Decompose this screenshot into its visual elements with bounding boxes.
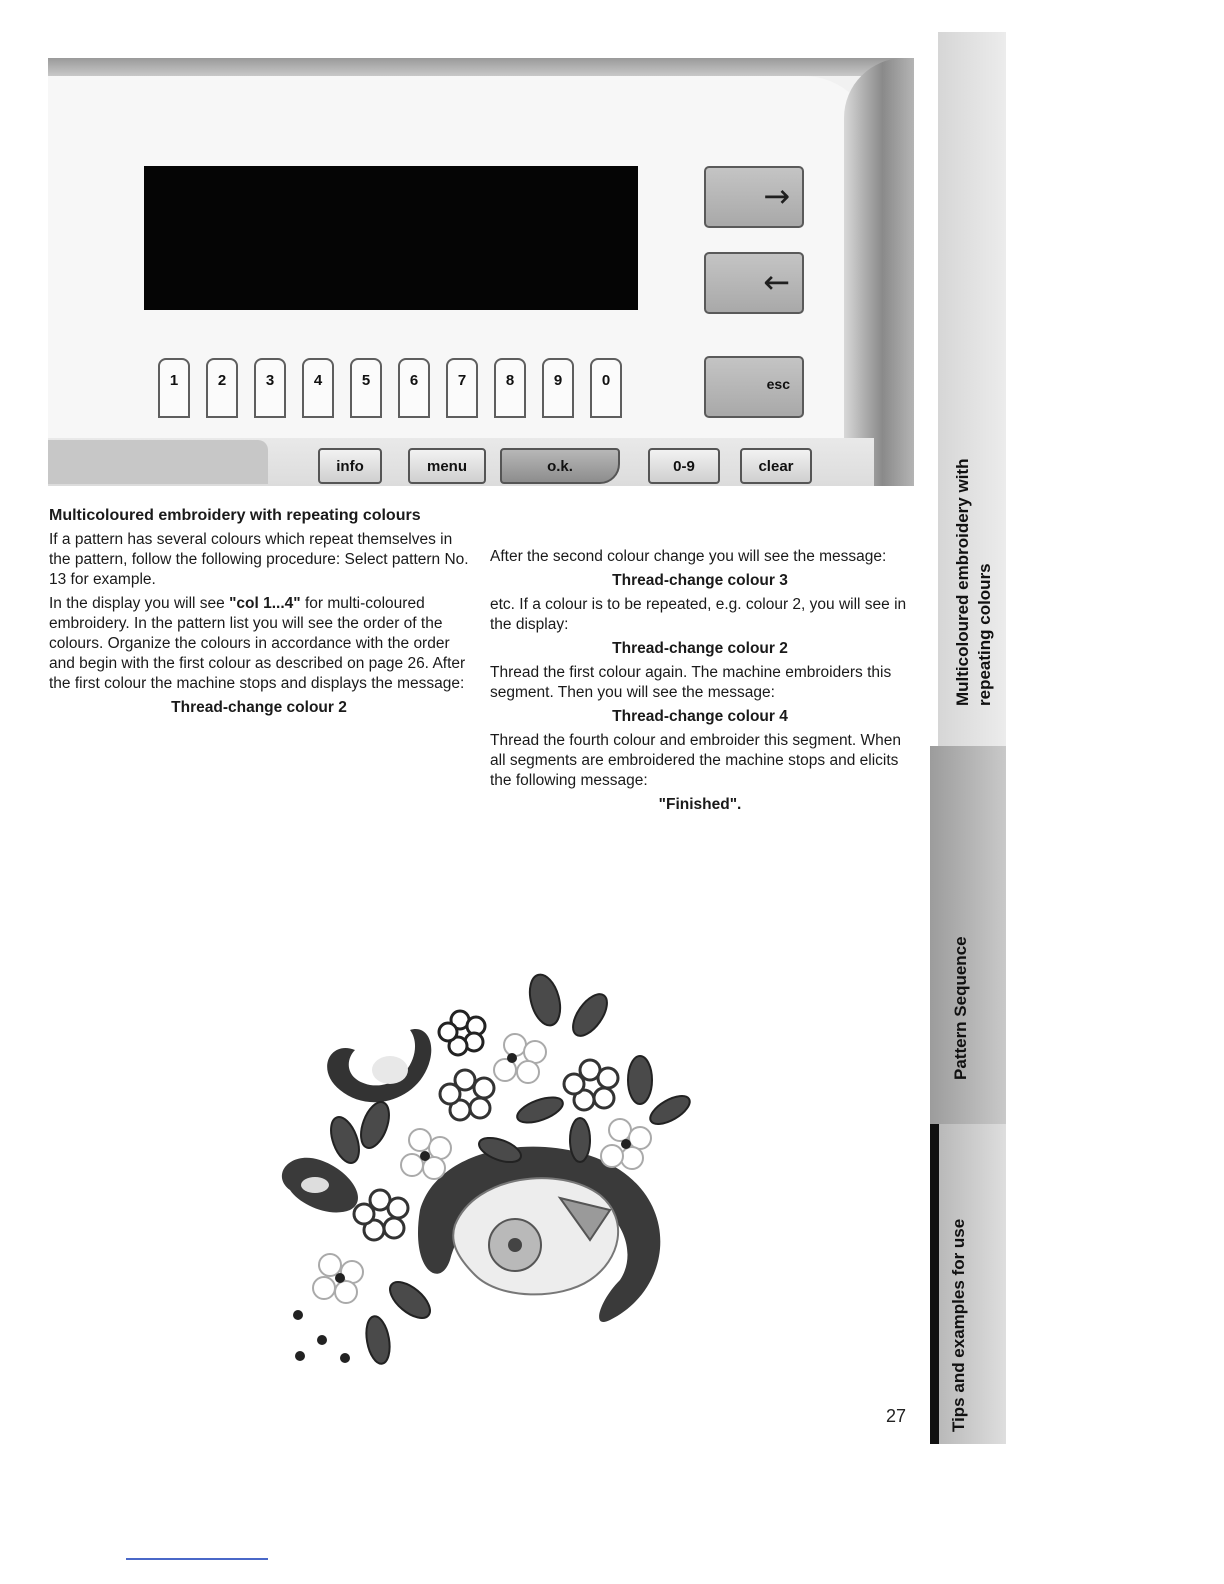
esc-button <box>704 356 804 418</box>
left-column <box>49 505 469 722</box>
menu-label: menu <box>426 458 467 475</box>
tab-label-multicoloured <box>952 459 996 706</box>
panel-top-edge <box>48 58 914 76</box>
digit-key-6 <box>398 358 430 418</box>
page-number: 27 <box>886 1406 907 1426</box>
paisley-embroidery-illustration <box>260 960 710 1380</box>
digit-label: 1 <box>169 372 179 389</box>
digit-key-8 <box>494 358 526 418</box>
message-thread-change-4: Thread-change colour 4 <box>612 708 788 725</box>
footer-rule <box>126 1558 268 1560</box>
display-paragraph <box>49 594 469 694</box>
message-thread-change-2: Thread-change colour 2 <box>171 699 347 716</box>
clear-label: clear <box>758 458 794 475</box>
flower-4 <box>354 1190 408 1240</box>
section-heading: Multicoloured embroidery with repeating colours <box>49 507 421 524</box>
digit-key-0 <box>590 358 622 418</box>
digit-label: 6 <box>409 372 419 389</box>
digit-label: 7 <box>457 372 467 389</box>
panel-rim <box>844 58 914 486</box>
zero-nine-key <box>648 448 720 484</box>
tab-label-pattern-sequence: Pattern Sequence <box>951 936 970 1080</box>
tab-label-line-2: repeating colours <box>975 563 994 706</box>
display-screen <box>144 166 638 310</box>
flower-2 <box>440 1070 494 1120</box>
machine-panel-illustration <box>48 58 914 486</box>
clear-key <box>740 448 812 484</box>
arrow-right-button <box>704 166 804 228</box>
digit-label: 0 <box>601 372 611 389</box>
tab-label-tips: Tips and examples for use <box>949 1218 968 1432</box>
digit-label: 4 <box>313 372 323 389</box>
message-thread-change-2-repeat: Thread-change colour 2 <box>612 640 788 657</box>
digit-key-1 <box>158 358 190 418</box>
digit-keys <box>158 358 628 422</box>
menu-key <box>408 448 486 484</box>
display-text-a: In the display you will see <box>49 595 230 612</box>
digit-key-9 <box>542 358 574 418</box>
function-strip-left-panel <box>48 440 268 484</box>
message-finished: "Finished". <box>658 796 742 813</box>
digit-key-4 <box>302 358 334 418</box>
ok-key <box>500 448 620 484</box>
digit-label: 5 <box>361 372 371 389</box>
display-text-b: for multi-coloured embroidery. In the pattern list you will see the order of the colours. Organize the colours in accordance with the order and begin with the first colour as described on page 26. After the first colour the machine stops and displays the message: <box>49 595 466 692</box>
info-label: info <box>336 458 364 475</box>
message-thread-change-3: Thread-change colour 3 <box>612 572 788 589</box>
digit-label: 8 <box>505 372 515 389</box>
ok-label: o.k. <box>547 458 573 475</box>
arrow-left-button <box>704 252 804 314</box>
esc-label: esc <box>766 376 790 392</box>
dots <box>293 1310 350 1363</box>
intro-paragraph: If a pattern has several colours which repeat themselves in the pattern, follow the following procedure: Select pattern No. 13 for example. <box>49 531 469 588</box>
arrow-left-icon: ← <box>763 263 790 301</box>
digit-key-7 <box>446 358 478 418</box>
digit-key-5 <box>350 358 382 418</box>
digit-label: 3 <box>265 372 275 389</box>
tab-label-line-1: Multicoloured embroidery with <box>953 458 972 706</box>
right-column <box>490 547 910 819</box>
digit-label: 9 <box>553 372 563 389</box>
second-change-paragraph: After the second colour change you will see the message: <box>490 548 887 565</box>
digit-label: 2 <box>217 372 227 389</box>
flower-3 <box>564 1060 618 1110</box>
fourth-colour-paragraph: Thread the fourth colour and embroider this segment. When all segments are embroidered the machine stops and elicits the following message: <box>490 732 901 789</box>
repeat-paragraph: etc. If a colour is to be repeated, e.g. colour 2, you will see in the display: <box>490 596 907 633</box>
arrow-right-icon: → <box>763 177 790 215</box>
digit-key-2 <box>206 358 238 418</box>
first-colour-again-paragraph: Thread the first colour again. The machine embroiders this segment. Then you will see the message: <box>490 664 892 701</box>
flower-1 <box>439 1011 485 1055</box>
display-code: "col 1...4" <box>229 595 301 612</box>
zero-nine-label: 0-9 <box>673 458 695 475</box>
digit-key-3 <box>254 358 286 418</box>
info-key <box>318 448 382 484</box>
